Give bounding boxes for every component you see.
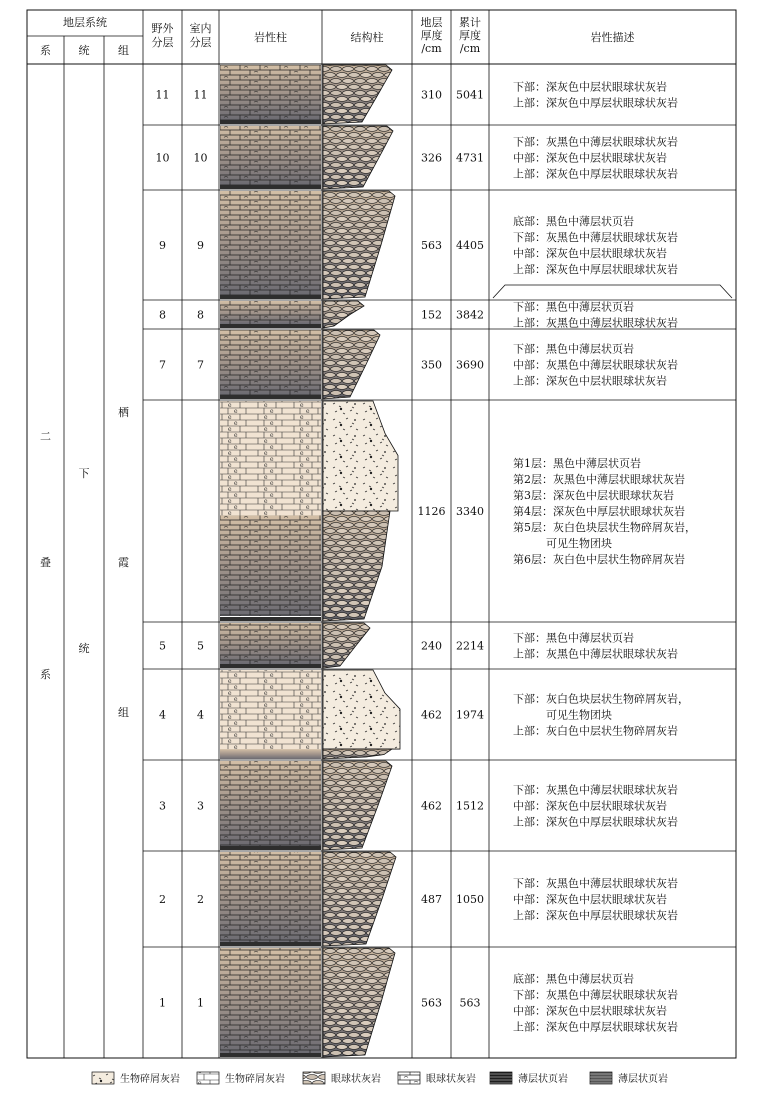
lithology-pattern [220,623,321,664]
header-formation: 组 [118,44,129,57]
structure-augen [323,301,364,328]
header-thickness: 厚度 [420,29,443,42]
header-cumulative: 厚度 [459,29,481,42]
description-line: 上部：深灰色中层状眼球状灰岩 [513,374,667,388]
series-label-char: 统 [78,642,90,655]
structure-augen [323,623,370,668]
description-line: 下部：灰白色块层状生物碎屑灰岩， [513,692,689,706]
lithology-pattern [220,191,321,295]
formation-label-char: 组 [118,706,129,719]
description-line: 下部：灰黑色中薄层状眼球状灰岩 [513,783,678,797]
cumulative-thickness: 5041 [456,88,484,102]
description-line: 上部：灰白色中层状生物碎屑灰岩 [513,724,678,738]
header-lab-layer: 分层 [189,36,212,49]
description-line: 下部：黑色中薄层状页岩 [513,300,634,314]
layer-thickness: 152 [421,308,442,322]
shale-band [220,120,321,124]
description-line: 可见生物团块 [513,537,612,550]
header-thickness: /cm [421,42,442,55]
augen-limestone-lithology-icon [398,1072,420,1084]
description-line: 第6层：灰白色中层状生物碎屑灰岩 [513,553,685,566]
field-layer-number: 7 [159,358,166,372]
description-line: 上部：深灰色中厚层状眼球状灰岩 [513,167,678,181]
bioclastic-pattern [220,401,321,515]
lab-layer-number: 11 [193,88,208,102]
lab-layer-number: 10 [193,151,208,165]
lithology-pattern [220,301,321,324]
description-line: 上部：灰黑色中薄层状眼球状灰岩 [513,316,678,330]
description-line: 下部：黑色中薄层状页岩 [513,631,634,645]
legend-label: 生物碎屑灰岩 [120,1074,180,1085]
lithology-pattern [220,330,321,395]
shale-band [220,664,321,668]
shale-band [220,846,321,850]
lab-layer-number: 2 [197,893,204,906]
header-thickness: 地层 [420,16,443,29]
lab-layer-number: 5 [197,639,204,653]
description-line: 中部：深灰色中层状眼球状灰岩 [513,151,667,165]
lab-layer-number: 9 [197,239,204,252]
cumulative-thickness: 3340 [456,505,484,518]
shale-band [220,1053,321,1057]
structure-augen [323,948,395,1057]
lab-layer-number: 3 [197,799,204,813]
legend-label: 薄层状页岩 [518,1074,568,1085]
structure-augen [323,191,395,299]
field-layer-number: 8 [159,308,166,322]
description-line: 上部：深灰色中厚层状眼球状灰岩 [513,1020,678,1034]
lithology-pattern [220,515,321,616]
shale-band [220,942,321,946]
layer-thickness: 240 [421,639,442,653]
description-line: 下部：灰黑色中薄层状眼球状灰岩 [513,988,678,1002]
description-line: 第5层：灰白色块层状生物碎屑灰岩， [513,521,696,534]
description-line: 上部：深灰色中厚层状眼球状灰岩 [513,96,678,110]
structure-augen [323,126,393,189]
lithology-pattern [220,761,321,846]
description-line: 下部：灰黑色中薄层状眼球状灰岩 [513,231,678,244]
description-line: 中部：深灰色中层状眼球状灰岩 [513,247,667,260]
field-layer-number: 1 [159,996,166,1010]
description-line: 下部：深灰色中层状眼球状灰岩 [513,80,667,94]
description-line: 上部：深灰色中厚层状眼球状灰岩 [513,909,678,922]
description-line: 上部：深灰色中厚层状眼球状灰岩 [513,815,678,829]
header-cumulative: /cm [459,42,481,55]
field-layer-number: 2 [159,893,166,906]
field-layer-number: 5 [159,639,166,653]
formation-label-char: 霞 [118,556,129,569]
shale-band [220,185,321,189]
description-line: 第2层：灰黑色中薄层状眼球状灰岩 [513,473,685,486]
layer-thickness: 310 [421,88,442,102]
legend-label: 眼球状灰岩 [331,1074,381,1085]
layer-thickness: 563 [421,996,442,1010]
shale-band [220,295,321,299]
cumulative-thickness: 4405 [456,239,484,252]
description-line: 第4层：深灰色中厚层状眼球状灰岩 [513,505,685,518]
system-label-char: 系 [40,668,51,681]
description-line: 下部：灰黑色中薄层状眼球状灰岩 [513,877,678,890]
description-line: 第3层：深灰色中层状眼球状灰岩 [513,489,674,502]
header-structure-column: 结构柱 [350,31,384,44]
description-line: 中部：深灰色中层状眼球状灰岩 [513,1004,667,1018]
description-line: 可见生物团块 [513,708,612,722]
description-line: 底部：黑色中薄层状页岩 [513,215,634,228]
cumulative-thickness: 1050 [456,893,484,906]
description-line: 中部：灰黑色中薄层状眼球状灰岩 [513,358,678,372]
lithology-pattern [220,65,321,120]
structure-bioclastic [323,670,400,749]
header-description: 岩性描述 [590,31,635,44]
field-layer-number: 9 [159,239,166,252]
description-line: 中部：深灰色中层状眼球状灰岩 [513,799,667,813]
legend-label: 眼球状灰岩 [426,1074,476,1085]
bioclastic-limestone-lithology-icon [197,1072,219,1084]
description-line: 下部：灰黑色中薄层状眼球状灰岩 [513,135,678,149]
lab-layer-number: 8 [197,308,204,322]
header-series: 统 [78,44,90,57]
field-layer-number: 11 [155,88,170,102]
layer-thickness: 487 [421,893,442,906]
augen-limestone-structure-icon [303,1072,325,1084]
system-label-char: 叠 [40,556,51,569]
header-lithology-column: 岩性柱 [254,31,287,44]
header-system: 系 [40,44,51,57]
description-line: 上部：灰黑色中薄层状眼球状灰岩 [513,647,678,661]
layer-thickness: 350 [421,358,442,372]
structure-augen [323,330,380,399]
layer-thickness: 1126 [417,505,446,518]
cumulative-thickness: 3690 [456,358,484,372]
legend-label: 薄层状页岩 [618,1074,668,1085]
lab-layer-number: 1 [197,996,204,1010]
header-field-layer: 野外 [151,22,174,35]
formation-label-char: 栖 [118,406,129,419]
legend-label: 生物碎屑灰岩 [225,1074,285,1085]
structure-bioclastic [323,401,398,511]
cumulative-thickness: 563 [459,996,481,1010]
cumulative-thickness: 3842 [456,308,484,322]
structure-augen [323,749,392,759]
cumulative-thickness: 1974 [456,708,484,722]
description-line: 第1层：黑色中薄层状页岩 [513,457,641,470]
description-line: 底部：黑色中薄层状页岩 [513,972,634,986]
lithology-fill [220,749,321,759]
shale-band [220,395,321,399]
description-bracket [493,285,732,298]
structure-augen [323,511,390,621]
bioclastic-limestone-structure-icon [92,1072,114,1084]
description-line: 下部：黑色中薄层状页岩 [513,342,634,356]
layer-thickness: 326 [421,151,442,165]
description-line: 中部：深灰色中层状眼球状灰岩 [513,893,667,906]
structure-augen [323,852,396,946]
lab-layer-number: 4 [197,708,204,722]
bioclastic-pattern [220,670,321,749]
header-strat-system: 地层系统 [63,16,107,29]
layer-thickness: 462 [421,799,442,813]
lithology-pattern [220,126,321,185]
header-cumulative: 累计 [459,16,481,29]
field-layer-number: 4 [159,708,166,722]
lithology-pattern [220,852,321,942]
header-field-layer: 分层 [151,36,174,49]
structure-augen [323,761,392,850]
description-line: 上部：深灰色中厚层状眼球状灰岩 [513,263,678,276]
series-label-char: 下 [78,467,90,480]
layer-thickness: 563 [421,239,442,252]
cumulative-thickness: 4731 [456,151,484,165]
system-label-char: 二 [40,430,51,443]
cumulative-thickness: 1512 [456,799,484,813]
field-layer-number: 3 [159,799,166,813]
lab-layer-number: 7 [197,358,204,372]
lithology-pattern [220,948,321,1053]
shale-band [220,617,321,621]
header-lab-layer: 室内 [189,22,212,35]
field-layer-number: 10 [155,151,170,165]
cumulative-thickness: 2214 [456,639,484,653]
layer-thickness: 462 [421,708,442,722]
shale-band [220,324,321,328]
structure-augen [323,65,392,124]
